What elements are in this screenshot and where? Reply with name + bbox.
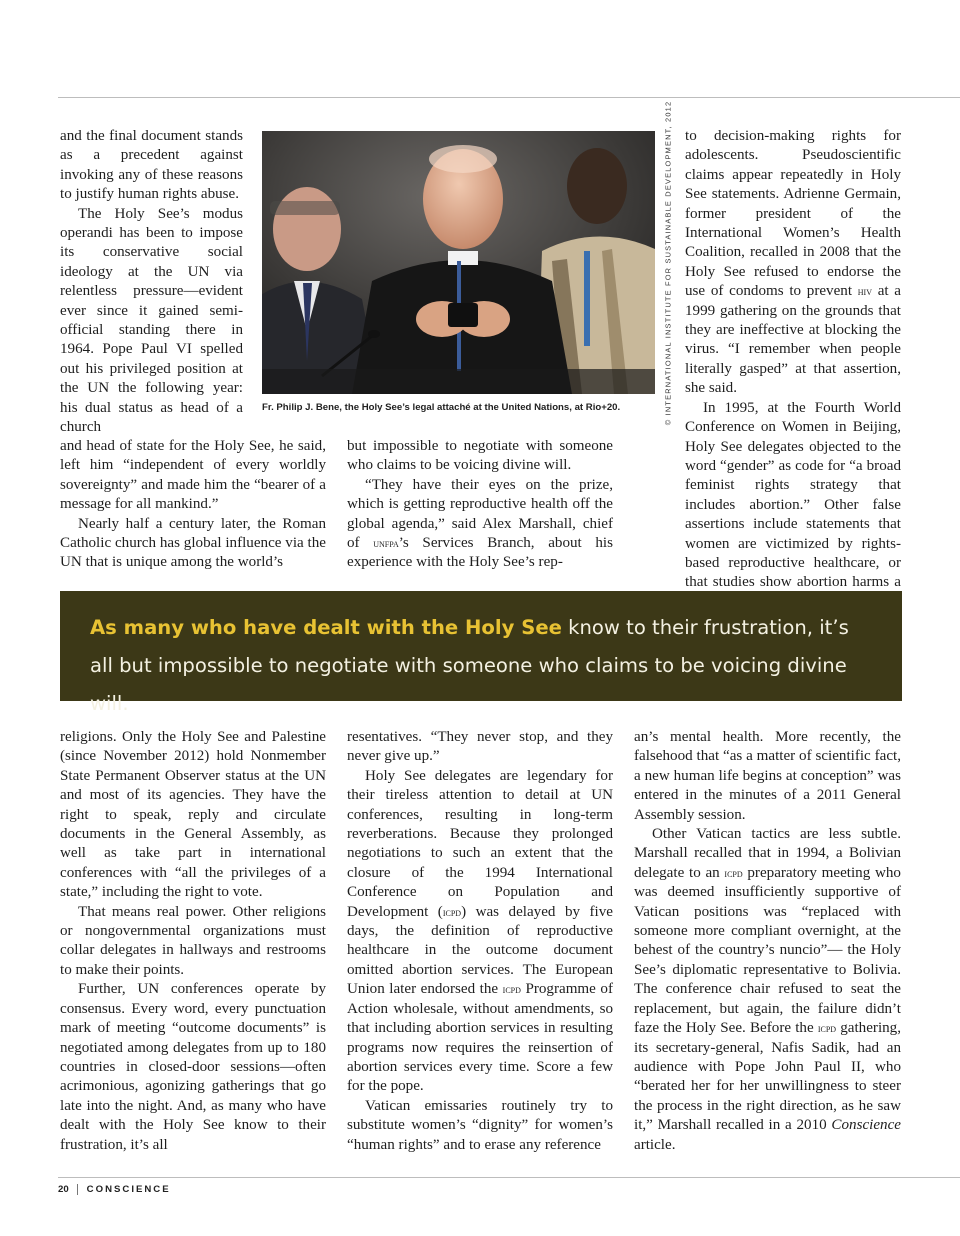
abbr-hiv: hiv <box>857 284 872 299</box>
magazine-name: CONSCIENCE <box>86 1184 171 1195</box>
col3-bottom-paragraph-2: Other Vatican tactics are less subtle. Marshall recalled that in 1994, a Bolivian delegate to an icpd preparatory meeting who was deemed insufficiently supportive of Vatican positions was “replaced with someone more compliant overnight, at the behest of the country’s nuncio”— the Holy See’s diplomatic representative to Bolivia. The conference chair refused to seat the replacement, but again, the failure didn’t faze the Holy See. Before the icpd gathering, its secretary-general, Nafis Sadik, had an audience with Pope John Paul II, who “berated her for her unwillingness to steer the process in the right direction, as he saw it,” Marshall recalled in a 2010 Conscience article. <box>634 826 902 1153</box>
photo-illustration <box>262 131 655 394</box>
article-photo <box>262 131 655 394</box>
col1-top-paragraph-2: Nearly half a century later, the Roman Catholic church has global influence via the UN that is unique among the world’s <box>60 515 326 571</box>
magazine-title-italic: Conscience <box>831 1117 901 1134</box>
photo-credit-text: © INTERNATIONAL INSTITUTE FOR SUSTAINABLE DEVELOPMENT, 2012 <box>663 100 673 425</box>
intro-paragraph-1: and the final document stands as a precedent against invoking any of these reasons to justify human rights abuse. <box>60 128 243 203</box>
col1-top-paragraph-1: and head of state for the Holy See, he said, left him “independent of every worldly sovereignty” and made him the “bearer of a message for all mankind.” <box>60 438 326 513</box>
intro-paragraph-2: The Holy See’s modus operandi has been to impose its conservative social ideology at the UN via relentless pressure—evident ever since it gained semi-official standing there in 1964. Pope Paul VI spelled out his privileged position at the UN the following year: his dual status as head of a church <box>60 205 243 436</box>
column-1-top <box>60 437 326 573</box>
footer-rule <box>58 1177 960 1178</box>
intro-column <box>60 127 243 438</box>
col2-bottom-paragraph-3: Vatican emissaries routinely try to substitute women’s “dignity” for women’s “human rights” and to erase any reference <box>347 1097 613 1153</box>
pull-quote-highlight: As many who have dealt with the Holy See <box>90 616 562 639</box>
col1-bottom-paragraph-3: Further, UN conferences operate by consensus. Every word, every punctuation mark of meeting “outcome documents” is negotiated among delegates from up to 180 countries in closed-door sessions—often acrimonious, agonizing gatherings that go late into the night. And, as many who have dealt with the Holy See know to their frustration, it’s all <box>60 981 326 1153</box>
right-paragraph-2: In 1995, at the Fourth World Conference on Women in Beijing, Holy See delegates objected to the word “gender” as code for “a broad feminist rights strategy that includes abortion.” Other false assertions include statements that women are victimized by rights-based reproductive healthcare, or that studies show abortion harms a <box>685 399 901 591</box>
pull-quote-text: know to their frustration, it’s all but impossible to negotiate with someone who claims to be voicing divine will. <box>90 616 849 715</box>
column-3-bottom <box>634 728 901 1155</box>
col2-top-paragraph-1: but impossible to negotiate with someone who claims to be voicing divine will. <box>347 438 613 474</box>
page-number: 20 <box>58 1184 78 1195</box>
abbr-unfpa: unfpa <box>373 536 399 551</box>
photo-credit <box>662 100 674 425</box>
col2-bottom-paragraph-1: resentatives. “They never stop, and they never give up.” <box>347 729 613 765</box>
header-rule <box>58 97 960 98</box>
abbr-icpd: icpd <box>817 1021 837 1036</box>
col3-bottom-paragraph-1: an’s mental health. More recently, the falsehood that “as a matter of scientific fact, a new human life begins at conception” was entered in the minutes of a 2011 General Assembly session. <box>634 729 901 823</box>
pull-quote <box>60 591 902 715</box>
abbr-icpd: icpd <box>442 904 462 919</box>
col1-bottom-paragraph-2: That means real power. Other religions or nongovernmental organizations must collar delegates in hallways and restrooms to make their points. <box>60 903 326 978</box>
col1-bottom-paragraph-1: religions. Only the Holy See and Palestine (since November 2012) hold Nonmember State Permanent Observer status at the UN and most of its agencies. They have the right to speak, reply and circulate documents in the General Assembly, as well as take part in international conferences with “all the privileges of a state,” including the right to vote. <box>60 729 326 901</box>
column-2-top <box>347 437 613 573</box>
col2-top-paragraph-2: “They have their eyes on the prize, which is getting reproductive health off the global agenda,” said Alex Marshall, chief of unfpa’s Services Branch, about his experience with the Holy See’s rep- <box>347 476 613 571</box>
col2-bottom-paragraph-2: Holy See delegates are legendary for their tireless attention to detail at UN conferences, resulting in long-term reverberations. Because they prolonged negotiations to such an extent that the closure of the 1994 International Conference on Population and Development (icpd) was delayed by five days, the definition of reproductive healthcare in the outcome document omitted abortion services. The European Union later endorsed the icpd Programme of Action wholesale, without amendments, so that including abortion services in resulting programs now requires the reinsertion of abortion services every time. Score a few for the pope. <box>347 767 613 1095</box>
column-2-bottom <box>347 728 613 1155</box>
right-column-top <box>685 127 901 612</box>
right-paragraph-1: to decision-making rights for adolescents. Pseudoscientific claims appear repeatedly in Holy See statements. Adrienne Germain, former president of the International Women’s Health Coalition, recalled in 2008 that the Holy See refused to endorse the use of condoms to prevent hiv at a 1999 gathering on the grounds that they are ineffective at blocking the virus. “I remember when people literally gasped” at that assertion, she said. <box>685 128 902 397</box>
abbr-icpd: icpd <box>724 865 743 880</box>
column-1-bottom <box>60 728 326 1155</box>
page-footer <box>58 1184 171 1195</box>
abbr-icpd: icpd <box>502 982 521 997</box>
photo-caption: Fr. Philip J. Bene, the Holy See’s legal attaché at the United Nations, at Rio+20. <box>262 402 621 413</box>
